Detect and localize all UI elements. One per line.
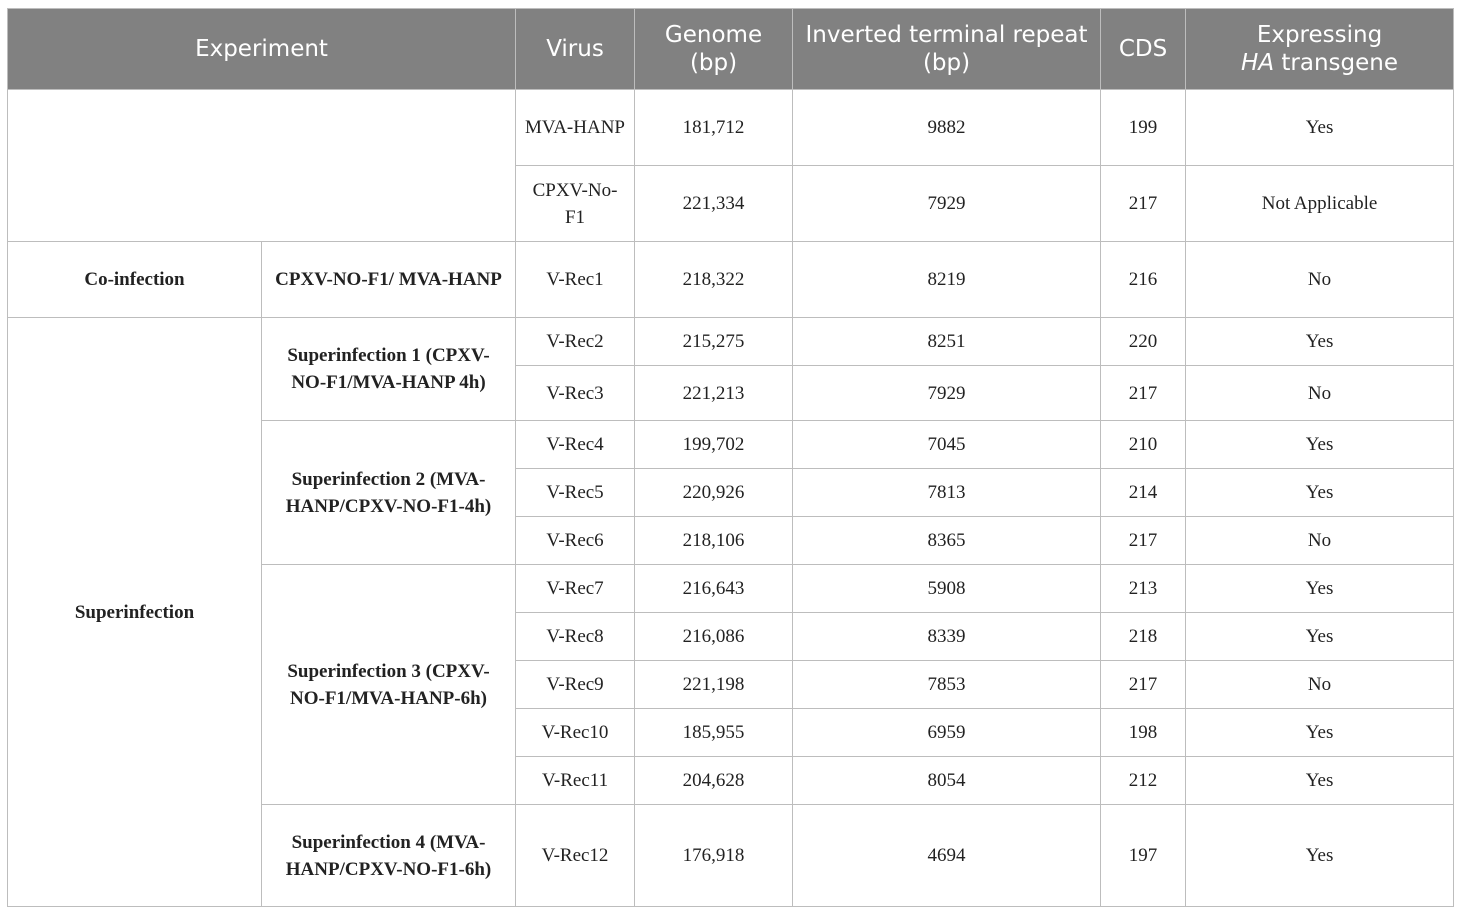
cell-ha: Yes <box>1186 469 1454 517</box>
cell-ha: Yes <box>1186 90 1454 166</box>
cell-ha: Yes <box>1186 805 1454 907</box>
cell-itr: 4694 <box>793 805 1101 907</box>
subgroup-superinfection-3: Superinfection 3 (CPXV-NO-F1/MVA-HANP-6h) <box>262 565 516 805</box>
cell-ha: No <box>1186 661 1454 709</box>
header-cds: CDS <box>1101 9 1186 90</box>
cell-cds: 198 <box>1101 709 1186 757</box>
cell-itr: 7853 <box>793 661 1101 709</box>
cell-ha: Yes <box>1186 421 1454 469</box>
cell-virus: V-Rec6 <box>516 517 635 565</box>
cell-genome: 216,643 <box>635 565 793 613</box>
cell-ha: Yes <box>1186 318 1454 366</box>
cell-itr: 7929 <box>793 366 1101 421</box>
cell-itr: 9882 <box>793 90 1101 166</box>
header-virus: Virus <box>516 9 635 90</box>
cell-virus: V-Rec3 <box>516 366 635 421</box>
cell-cds: 210 <box>1101 421 1186 469</box>
cell-genome: 218,106 <box>635 517 793 565</box>
cell-cds: 199 <box>1101 90 1186 166</box>
subgroup-coinfection: CPXV-NO-F1/ MVA-HANP <box>262 242 516 318</box>
cell-virus: V-Rec11 <box>516 757 635 805</box>
cell-cds: 217 <box>1101 366 1186 421</box>
cell-virus: V-Rec5 <box>516 469 635 517</box>
cell-itr: 7929 <box>793 166 1101 242</box>
group-coinfection: Co-infection <box>8 242 262 318</box>
cell-cds: 218 <box>1101 613 1186 661</box>
cell-genome: 215,275 <box>635 318 793 366</box>
cell-genome: 216,086 <box>635 613 793 661</box>
cell-cds: 220 <box>1101 318 1186 366</box>
cell-genome: 204,628 <box>635 757 793 805</box>
cell-virus: V-Rec8 <box>516 613 635 661</box>
results-table-container <box>7 8 1453 907</box>
group-superinfection: Superinfection <box>8 318 262 907</box>
cell-itr: 8365 <box>793 517 1101 565</box>
cell-cds: 214 <box>1101 469 1186 517</box>
cell-itr: 6959 <box>793 709 1101 757</box>
cell-cds: 197 <box>1101 805 1186 907</box>
cell-itr: 8219 <box>793 242 1101 318</box>
cell-genome: 221,213 <box>635 366 793 421</box>
cell-ha: Yes <box>1186 757 1454 805</box>
table-header-row <box>8 9 1454 90</box>
empty-experiment-cell <box>8 90 516 242</box>
cell-ha: No <box>1186 366 1454 421</box>
cell-ha: Yes <box>1186 709 1454 757</box>
cell-cds: 217 <box>1101 517 1186 565</box>
header-expressing-prefix: Expressing <box>1256 22 1383 48</box>
cell-virus: V-Rec12 <box>516 805 635 907</box>
header-itr: Inverted terminal repeat (bp) <box>793 9 1101 90</box>
cell-cds: 212 <box>1101 757 1186 805</box>
cell-genome: 221,198 <box>635 661 793 709</box>
cell-itr: 8251 <box>793 318 1101 366</box>
header-experiment: Experiment <box>8 9 516 90</box>
header-expressing-ha: HA <box>1241 50 1275 76</box>
cell-genome: 221,334 <box>635 166 793 242</box>
cell-itr: 8339 <box>793 613 1101 661</box>
cell-cds: 217 <box>1101 661 1186 709</box>
cell-genome: 181,712 <box>635 90 793 166</box>
cell-virus: V-Rec1 <box>516 242 635 318</box>
cell-virus: V-Rec9 <box>516 661 635 709</box>
cell-ha: Yes <box>1186 613 1454 661</box>
cell-genome: 220,926 <box>635 469 793 517</box>
table-row <box>8 90 1454 166</box>
cell-genome: 185,955 <box>635 709 793 757</box>
cell-itr: 8054 <box>793 757 1101 805</box>
cell-cds: 213 <box>1101 565 1186 613</box>
subgroup-superinfection-1: Superinfection 1 (CPXV-NO-F1/MVA-HANP 4h) <box>262 318 516 421</box>
cell-genome: 176,918 <box>635 805 793 907</box>
cell-ha: No <box>1186 517 1454 565</box>
subgroup-superinfection-2: Superinfection 2 (MVA-HANP/CPXV-NO-F1-4h) <box>262 421 516 565</box>
cell-virus: V-Rec10 <box>516 709 635 757</box>
cell-genome: 218,322 <box>635 242 793 318</box>
cell-cds: 217 <box>1101 166 1186 242</box>
cell-cds: 216 <box>1101 242 1186 318</box>
cell-virus: CPXV-No-F1 <box>516 166 635 242</box>
table-row <box>8 318 1454 366</box>
header-expressing <box>1186 9 1454 90</box>
cell-virus: V-Rec2 <box>516 318 635 366</box>
cell-itr: 5908 <box>793 565 1101 613</box>
cell-virus: V-Rec4 <box>516 421 635 469</box>
subgroup-superinfection-4: Superinfection 4 (MVA-HANP/CPXV-NO-F1-6h) <box>262 805 516 907</box>
cell-virus: MVA-HANP <box>516 90 635 166</box>
table-row <box>8 242 1454 318</box>
recombinant-virus-table <box>7 8 1454 907</box>
header-expressing-suffix: transgene <box>1281 50 1398 76</box>
header-genome: Genome (bp) <box>635 9 793 90</box>
cell-itr: 7045 <box>793 421 1101 469</box>
cell-ha: No <box>1186 242 1454 318</box>
cell-genome: 199,702 <box>635 421 793 469</box>
cell-virus: V-Rec7 <box>516 565 635 613</box>
cell-ha: Yes <box>1186 565 1454 613</box>
cell-ha: Not Applicable <box>1186 166 1454 242</box>
cell-itr: 7813 <box>793 469 1101 517</box>
